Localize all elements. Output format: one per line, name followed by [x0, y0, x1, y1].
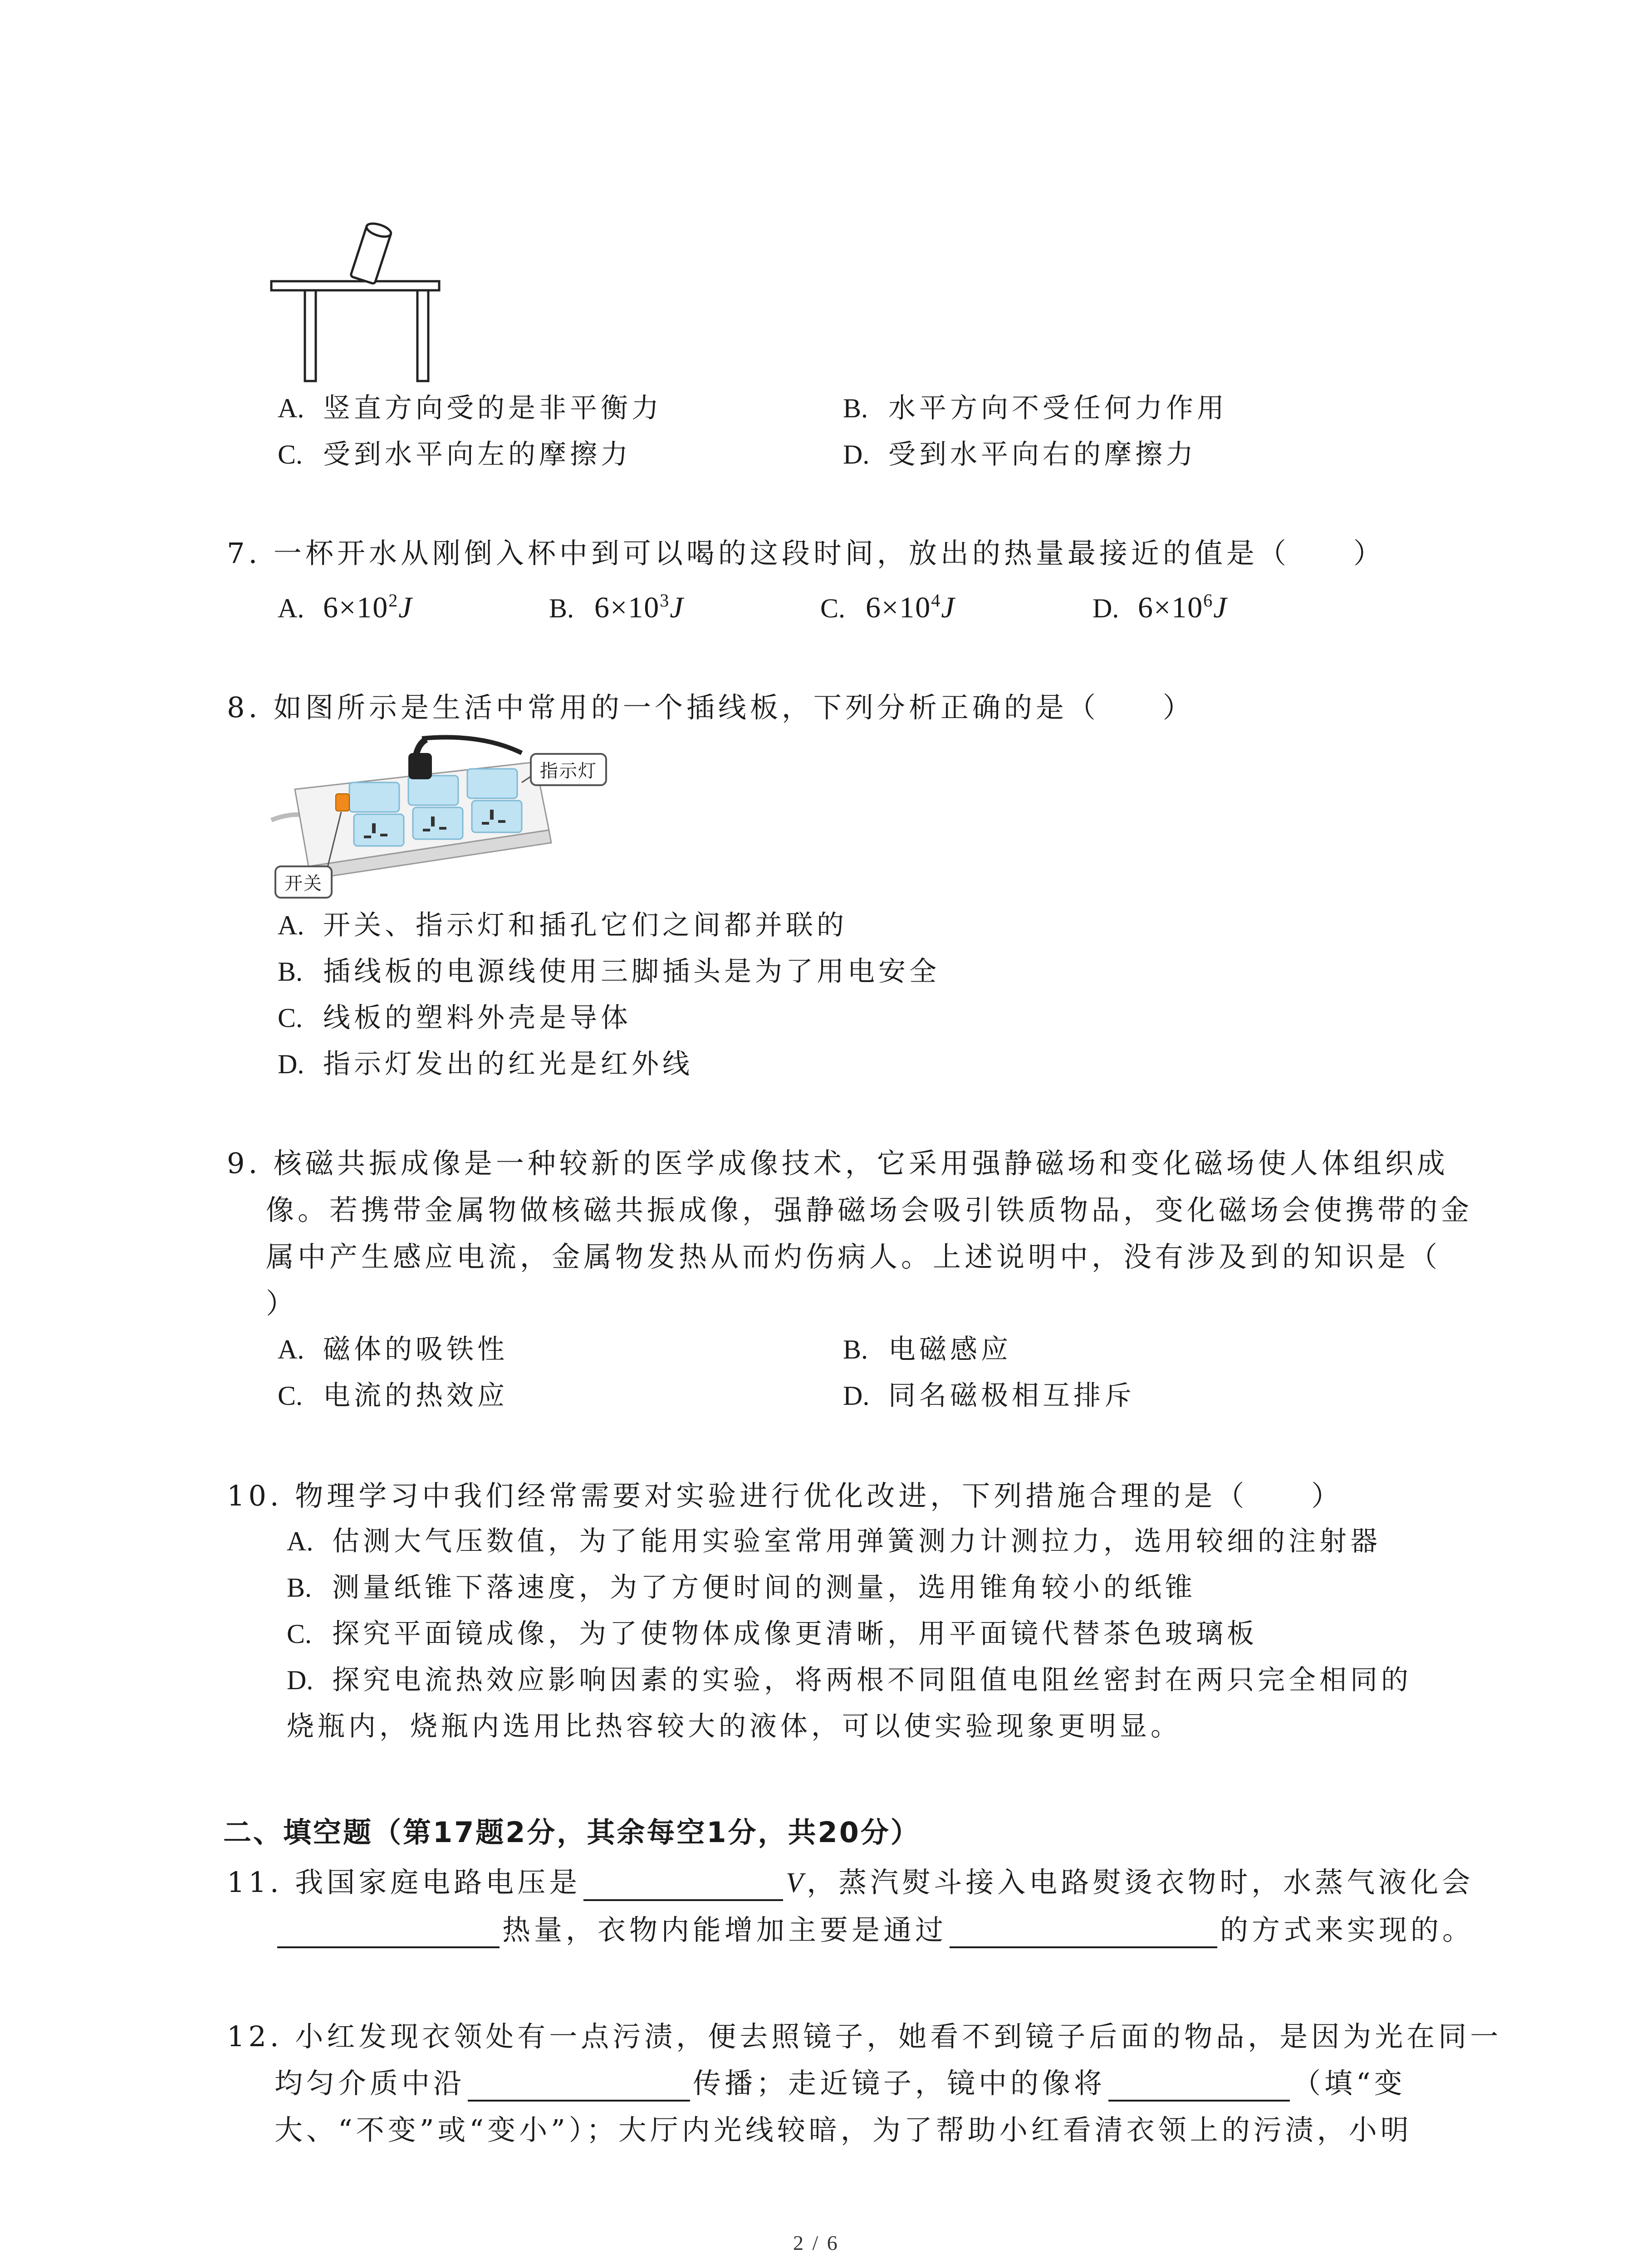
- q8-option-a: A. 开关、指示灯和插孔它们之间都并联的: [278, 909, 847, 941]
- q12-line-2: 均匀介质中沿 传播；走近镜子，镜中的像将 （填“变: [274, 2065, 1406, 2102]
- q7-option-a: A. $6\times 10^2J$: [278, 590, 413, 624]
- q11-line-2: 热量，衣物内能增加主要是通过 的方式来实现的。: [274, 1912, 1474, 1948]
- q9-line-4: ）: [266, 1287, 298, 1320]
- q9-option-a: A. 磁体的吸铁性: [278, 1334, 508, 1365]
- q11-line-1: 11. 我国家庭电路电压是 V，蒸汽熨斗接入电路熨烫衣物时，水蒸气液化会: [227, 1864, 1474, 1901]
- q7-option-d: D. $6\times 10^6J$: [1092, 590, 1228, 624]
- q9-option-d: D. 同名磁极相互排斥: [843, 1380, 1135, 1412]
- q10-option-c: C. 探究平面镜成像，为了使物体成像更清晰，用平面镜代替茶色玻璃板: [287, 1618, 1258, 1650]
- q10-option-d-continued: 烧瓶内，烧瓶内选用比热容较大的液体，可以使实验现象更明显。: [287, 1711, 1181, 1742]
- q8-label-indicator: 指示灯: [530, 753, 607, 786]
- q10-option-b: B. 测量纸锥下落速度，为了方便时间的测量，选用锥角较小的纸锥: [287, 1572, 1196, 1603]
- q7-option-c: C. $6\times 10^4J$: [820, 590, 955, 624]
- q8-label-switch: 开关: [274, 865, 333, 899]
- q6-figure: [268, 213, 449, 386]
- q12-line-1: 12. 小红发现衣领处有一点污渍，便去照镜子，她看不到镜子后面的物品，是因为光在同一: [227, 2020, 1502, 2053]
- q10-option-d: D. 探究电流热效应影响因素的实验，将两根不同阻值电阻丝密封在两只完全相同的: [287, 1664, 1412, 1696]
- q8-option-b: B. 插线板的电源线使用三脚插头是为了用电安全: [278, 956, 940, 987]
- q6-option-b: B. 水平方向不受任何力作用: [843, 392, 1228, 424]
- q7-option-b: B. $6\times 10^3J$: [549, 590, 684, 624]
- q8-option-d: D. 指示灯发出的红光是红外线: [278, 1048, 693, 1080]
- q6-option-c: C. 受到水平向左的摩擦力: [278, 439, 632, 470]
- q9-line-2: 像。若携带金属物做核磁共振成像，强静磁场会吸引铁质物品，变化磁场会使携带的金: [266, 1193, 1473, 1227]
- page-number: 2 / 6: [793, 2231, 839, 2254]
- q12-line-3: 大、“不变”或“变小”）；大厅内光线较暗，为了帮助小红看清衣领上的污渍，小明: [274, 2113, 1412, 2146]
- q6-option-d: D. 受到水平向右的摩擦力: [843, 439, 1197, 470]
- q8-option-c: C. 线板的塑料外壳是导体: [278, 1002, 632, 1034]
- q11-blank-1[interactable]: [583, 1871, 783, 1901]
- q9-option-b: B. 电磁感应: [843, 1334, 1012, 1365]
- q9-line-1: 9. 核磁共振成像是一种较新的医学成像技术，它采用强静磁场和变化磁场使人体组织成: [227, 1147, 1449, 1180]
- q12-blank-2[interactable]: [1108, 2072, 1290, 2102]
- q7-stem: 7. 一杯开水从刚倒入杯中到可以喝的这段时间，放出的热量最接近的值是（ ）: [227, 537, 1385, 570]
- q9-option-c: C. 电流的热效应: [278, 1380, 508, 1412]
- q9-line-3: 属中产生感应电流，金属物发热从而灼伤病人。上述说明中，没有涉及到的知识是（: [266, 1240, 1441, 1273]
- q12-blank-1[interactable]: [468, 2072, 690, 2102]
- q6-option-a: A. 竖直方向受的是非平衡力: [278, 392, 662, 424]
- q8-stem: 8. 如图所示是生活中常用的一个插线板，下列分析正确的是（ ）: [227, 691, 1195, 724]
- q11-blank-3[interactable]: [950, 1918, 1217, 1948]
- q10-stem: 10. 物理学习中我们经常需要对实验进行优化改进，下列措施合理的是（ ）: [227, 1479, 1343, 1512]
- q10-option-a: A. 估测大气压数值，为了能用实验室常用弹簧测力计测拉力，选用较细的注射器: [287, 1525, 1381, 1557]
- section-2-title: 二、填空题（第17题2分，其余每空1分，共20分）: [223, 1816, 921, 1849]
- q11-blank-2[interactable]: [277, 1918, 500, 1948]
